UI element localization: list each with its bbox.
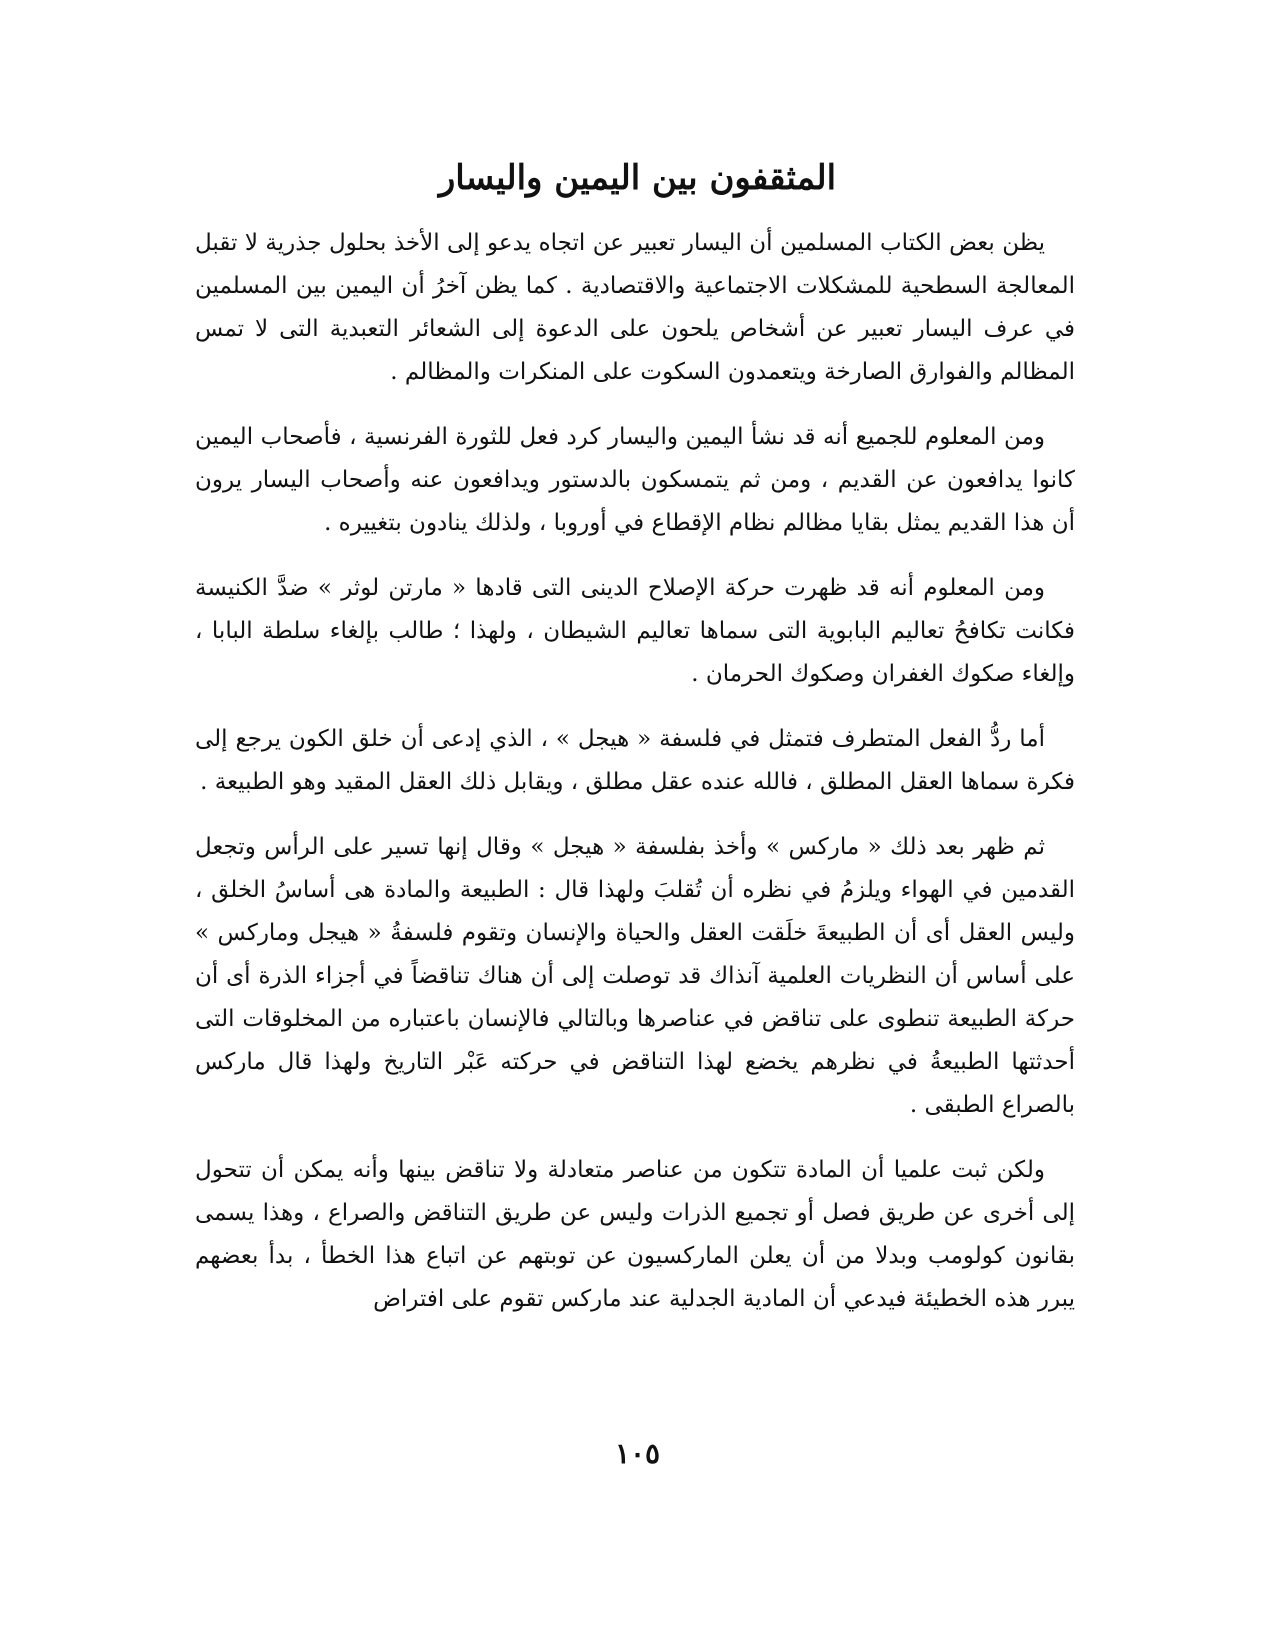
paragraph: أما ردُّ الفعل المتطرف فتمثل في فلسفة « هيجل » ، الذي إدعى أن خلق الكون يرجع إلى فكرة سماها العقل المطلق ، فالله عنده عقل مطلق ، ويقابل ذلك العقل المقيد وهو الطبيعة .	[195, 726, 1075, 795]
body-text	[195, 222, 1075, 1321]
page-title: المثقفون بين اليمين واليسار	[438, 158, 837, 198]
paragraph: يظن بعض الكتاب المسلمين أن اليسار تعبير عن اتجاه يدعو إلى الأخذ بحلول جذرية لا تقبل المعالجة السطحية للمشكلات الاجتماعية والاقتصادية . كما يظن آخرُ أن اليمين بين المسلمين في عرف اليسار تعبير عن أشخاص يلحون على الدعوة إلى الشعائر التعبدية التى لا تمس المظالم والفوارق الصارخة ويتعمدون السكوت على المنكرات والمظالم .	[195, 230, 1075, 385]
paragraph: ومن المعلوم للجميع أنه قد نشأ اليمين واليسار كرد فعل للثورة الفرنسية ، فأصحاب اليمين كانوا يدافعون عن القديم ، ومن ثم يتمسكون بالدستور ويدافعون عنه وأصحاب اليسار يرون أن هذا القديم يمثل بقايا مظالم نظام الإقطاع في أوروبا ، ولذلك ينادون بتغييره .	[195, 424, 1075, 536]
paragraph: ومن المعلوم أنه قد ظهرت حركة الإصلاح الدينى التى قادها « مارتن لوثر » ضدَّ الكنيسة فكانت تكافحُ تعاليم البابوية التى سماها تعاليم الشيطان ، ولهذا ؛ طالب بإلغاء سلطة البابا ، وإلغاء صكوك الغفران وصكوك الحرمان .	[195, 575, 1075, 687]
paragraph: ولكن ثبت علميا أن المادة تتكون من عناصر متعادلة ولا تناقض بينها وأنه يمكن أن تتحول إلى أخرى عن طريق فصل أو تجميع الذرات وليس عن طريق التناقض والصراع ، وهذا يسمى بقانون كولومب وبدلا من أن يعلن الماركسيون عن توبتهم عن اتباع هذا الخطأ ، بدأ بعضهم يبرر هذه الخطيئة فيدعي أن المادية الجدلية عند ماركس تقوم على افتراض	[195, 1157, 1075, 1312]
paragraph: ثم ظهر بعد ذلك « ماركس » وأخذ بفلسفة « هيجل » وقال إنها تسير على الرأس وتجعل القدمين في الهواء ويلزمُ في نظره أن تُقلبَ ولهذا قال : الطبيعة والمادة هى أساسُ الخلق ، وليس العقل أى أن الطبيعةَ خلَقت العقل والحياة والإنسان وتقوم فلسفةُ « هيجل وماركس » على أساس أن النظريات العلمية آنذاك قد توصلت إلى أن هناك تناقضاً في أجزاء الذرة أى أن حركة الطبيعة تنطوى على تناقض في عناصرها وبالتالي فالإنسان باعتباره من المخلوقات التى أحدثتها الطبيعةُ في نظرهم يخضع لهذا التناقض في حركته عَبْر التاريخ ولهذا قال ماركس بالصراع الطبقى .	[195, 834, 1075, 1118]
page-number: ١٠٥	[614, 1437, 661, 1470]
